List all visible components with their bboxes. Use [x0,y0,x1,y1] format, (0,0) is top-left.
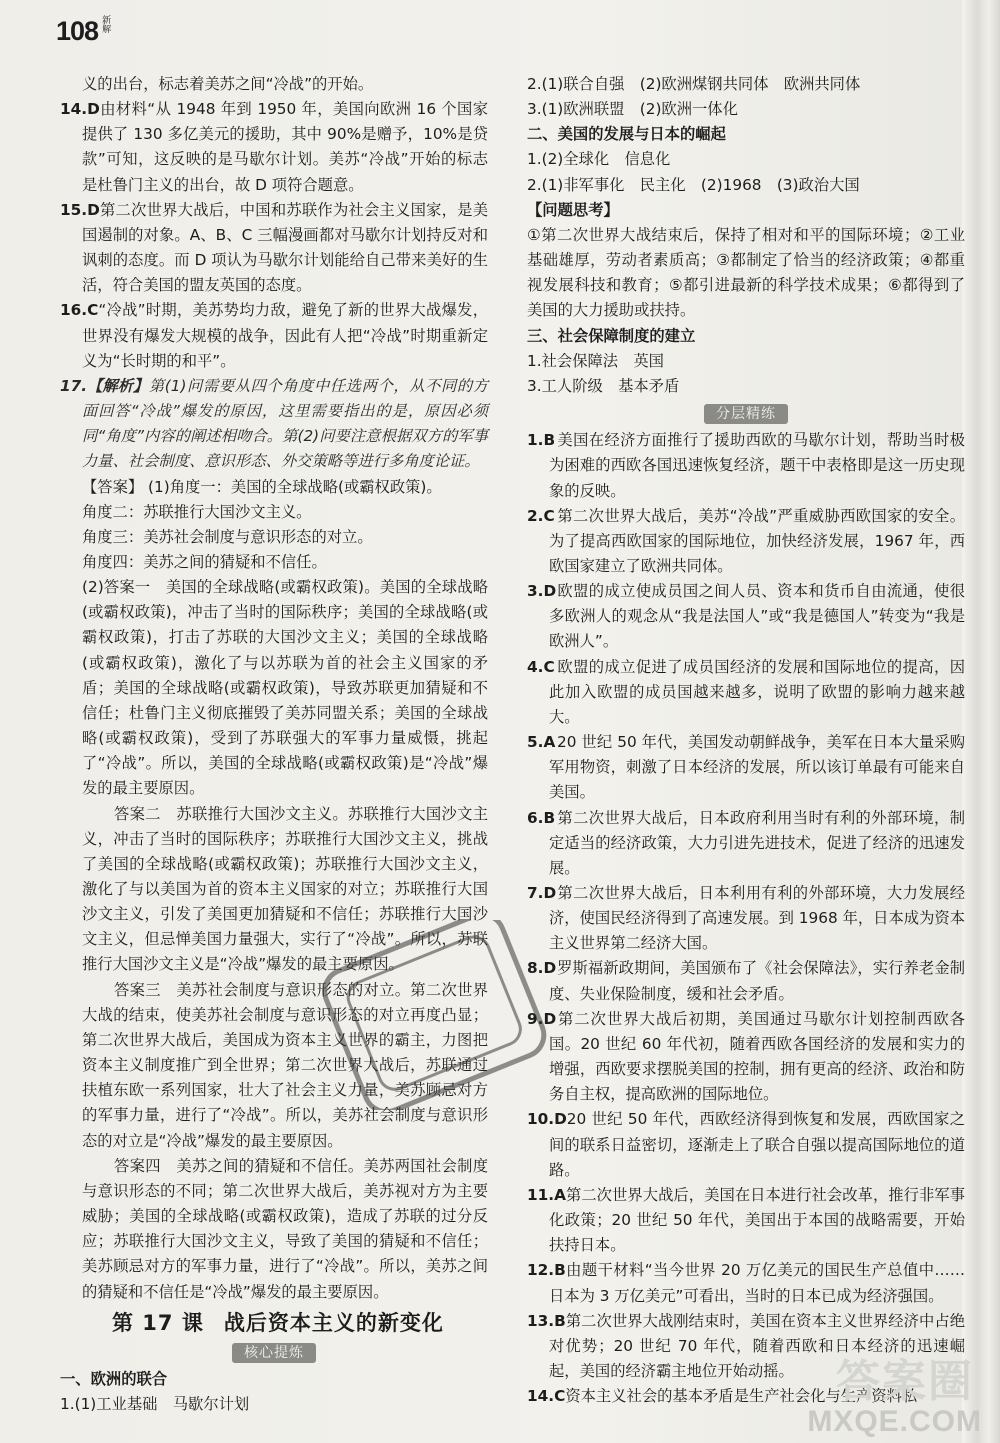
line-text: 角度四：美苏之间的猜疑和不信任。 [82,552,327,571]
core-summary-tag: 核心提炼 [232,1343,316,1363]
watermark-url: MXQE.COM [807,1405,982,1438]
text-line [60,97,488,198]
line-text: 角度二：苏联推行大国沙文主义。 [82,502,312,521]
left-answer-list [60,72,488,1305]
text-line [60,550,488,575]
answer-number: 9.D [527,1009,557,1028]
lesson-number: 第 17 课 [112,1310,204,1335]
answer-text: 第二次世界大战后，美国在日本进行社会改革，推行非军事化政策；20 世纪 50 年代，美国出于本国的战略需要，开始扶持日本。 [549,1185,965,1255]
lesson-heading [112,1311,488,1336]
line-text: 第二次世界大战后，中国和苏联作为社会主义国家，是美国遏制的对象。A、B、C 三幅漫画都对马歇尔计划持反对和讽刺的态度。而 D 项认为马歇尔计划能给自己带来美好的生活，符合美国的盟友英国的态度。 [82,200,488,295]
line-text: 1.社会保障法 英国 [527,351,664,370]
text-line [527,97,965,122]
left-column [60,72,488,1417]
answer-text: 20 世纪 50 年代，美国发动朝鲜战争，美军在日本大量采购军用物资，刺激了日本经济的发展，所以该订单最有可能来自美国。 [549,733,965,802]
page-number: 108 新解 [56,15,111,46]
answer-number: 1.B [527,431,556,450]
text-line [60,500,488,525]
answer-item [527,1107,965,1182]
line-text: 3.工人阶级 基本矛盾 [527,376,680,395]
line-text: 由材料“从 1948 年到 1950 年，美国向欧洲 16 个国家提供了 130 多亿美元的援助，其中 90%是赠予，10%是贷款”可知，这反映的是马歇尔计划。美苏“冷战”开始的标志是杜鲁门主义的出台，故 D 项符合题意。 [82,100,488,194]
answer-number: 7.D [527,884,557,902]
text-line [527,223,965,324]
line-text: 角度三：美苏社会制度与意识形态的对立。 [82,527,373,546]
answer-text: 第二次世界大战后，日本政府利用当时有利的外部环境，制定适当的经济政策，大力引进先进技术，促进了经济的迅速发展。 [549,808,965,877]
line-text: 二、美国的发展与日本的崛起 [527,125,726,144]
lesson-title: 战后资本主义的新变化 [223,1310,444,1335]
line-text: 2.(1)联合自强 (2)欧洲煤钢共同体 欧洲共同体 [527,75,861,93]
answer-item [527,504,965,579]
page-edge [962,0,1000,1443]
text-line [60,978,488,1154]
answer-number: 2.C [527,506,555,525]
text-line [60,525,488,550]
practice-answer-list [527,428,965,1409]
answer-item [527,428,965,503]
line-text: 1.(1)工业基础 马歇尔计划 [60,1395,250,1414]
text-line [60,802,488,978]
answer-item [527,1183,965,1258]
text-line [60,1392,488,1417]
answer-number: 16.C [60,301,99,320]
answer-text: 欧盟的成立使成员国之间人员、资本和货币自由流通，使很多欧洲人的观念从“我是法国人”或“我是德国人”转变为“我是欧洲人”。 [549,582,965,651]
text-line [60,198,488,299]
page-number-note: 新解 [102,15,111,34]
answer-number: 8.D [527,959,557,978]
answer-text: 由题干材料“当今世界 20 万亿美元的国民生产总值中……日本为 3 万亿美元”可看出，当时的日本已成为经济强国。 [549,1261,965,1305]
answer-text: 20 世纪 50 年代，西欧经济得到恢复和发展，西欧国家之间的联系日益密切，逐渐走上了联合自强以提高国际地位的道路。 [549,1110,965,1179]
answer-number: 14.C [527,1387,566,1406]
text-line [60,72,488,97]
text-line [527,173,965,198]
answer-number: 5.A [527,733,556,752]
answer-number: 14.D [60,100,100,119]
core-summary-list [60,1367,488,1417]
line-text: 1.(2)全球化 信息化 [527,150,671,169]
answer-text: 资本主义社会的基本矛盾是生产社会化与生产资料私 [565,1387,918,1406]
text-line [527,349,965,374]
answer-number: 13.B [527,1311,566,1330]
practice-tag: 分层精练 [704,404,788,424]
answer-item [527,956,965,1006]
line-text: 答案三 美苏社会制度与意识形态的对立。第二次世界大战的结束，使美苏社会制度与意识形态的对立再度凸显；第二次世界大战后，美国成为资本主义世界的霸主，力图把资本主义制度推广到全世界；第二次世界大战后，苏联通过扶植东欧一系列国家，壮大了社会主义力量，美苏顾忌对方的军事力量，进行了“冷战”。所以，美苏社会制度与意识形态的对立是“冷战”爆发的最主要原因。 [82,980,488,1150]
answer-item [527,730,965,805]
line-text: 答案二 苏联推行大国沙文主义。苏联推行大国沙文主义，冲击了当时的国际秩序；苏联推行大国沙文主义，挑战了美国的全球战略(或霸权政策)；苏联推行大国沙文主义，激化了与以美国为首的资本主义国家的对立；苏联推行大国沙文主义，引发了美国更加猜疑和不信任；苏联推行大国沙文主义，但忌惮美国力量强大，实行了“冷战”。所以，苏联推行大国沙文主义是“冷战”爆发的最主要原因。 [82,804,488,974]
answer-number: 11.A [527,1185,566,1204]
answer-number: 17.【解析】 [60,376,149,395]
answer-text: 欧盟的成立促进了成员国经济的发展和国际地位的提高，因此加入欧盟的成员国越来越多，说明了欧盟的影响力越来越大。 [549,657,965,726]
line-text: 一、欧洲的联合 [60,1369,168,1388]
answer-item [527,655,965,730]
right-column [527,72,965,1409]
site-watermark [752,1356,982,1439]
line-text: 义的出台，标志着美苏之间“冷战”的开始。 [82,75,374,93]
answer-number: 10.D [527,1110,567,1129]
text-line [60,298,488,373]
line-text: 第(1)问需要从四个角度中任选两个，从不同的方面回答“冷战”爆发的原因，这里需要指出的是，原因必须同“角度”内容的阐述相吻合。第(2)问要注意根据双方的军事力量、社会制度、意识形态、外交策略等进行多角度论证。 [82,376,488,471]
line-text: 3.(1)欧洲联盟 (2)欧洲一体化 [527,100,738,119]
line-text: 2.(1)非军事化 民主化 (2)1968 (3)政治大国 [527,175,860,194]
text-line [527,198,965,223]
text-line [527,122,965,147]
line-text: “冷战”时期，美苏势均力敌，避免了新的世界大战爆发，世界没有爆发大规模的战争，因此有人把“冷战”时期重新定义为“长时期的和平”。 [82,301,488,370]
line-text: (2)答案一 美国的全球战略(或霸权政策)。美国的全球战略(或霸权政策)，冲击了当时的国际秩序；美国的全球战略(或霸权政策)，打击了苏联的大国沙文主义；美国的全球战略(或霸权政策)，激化了与以苏联为首的社会主义国家的矛盾；美国的全球战略(或霸权政策)，导致苏联更加猜疑和不信任；杜鲁门主义彻底摧毁了美苏同盟关系；美国的全球战略(或霸权政策)，受到了苏联强大的军事力量威慑，挑起了“冷战”。所以，美国的全球战略(或霸权政策)是“冷战”爆发的最主要原因。 [82,578,488,798]
answer-text: 第二次世界大战后，美苏“冷战”严重威胁西欧国家的安全。为了提高西欧国家的国际地位，加快经济发展，1967 年，西欧国家建立了欧洲共同体。 [549,506,965,575]
answer-text: 第二次世界大战后，日本利用有利的外部环境，大力发展经济，使国民经济得到了高速发展。到 1968 年，日本成为资本主义世界第二经济大国。 [549,884,965,953]
answer-text: 罗斯福新政期间，美国颁布了《社会保障法》，实行养老金制度、失业保险制度，缓和社会矛盾。 [549,959,965,1003]
answer-number: 12.B [527,1261,566,1280]
text-line [60,475,488,500]
core-summary-continued [527,72,965,399]
text-line [527,72,965,97]
line-text: 【问题思考】 [527,200,619,219]
text-line [527,147,965,172]
line-text: 【答案】 (1)角度一：美国的全球战略(或霸权政策)。 [82,477,442,496]
answer-number: 4.C [527,657,555,676]
text-line [527,324,965,349]
answer-item [527,806,965,881]
line-text: 答案四 美苏之间的猜疑和不信任。美苏两国社会制度与意识形态的不同；第二次世界大战后，美苏视对方为主要威胁；美国的全球战略(或霸权政策)，造成了苏联的过分反应；苏联推行大国沙文主义，导致了美国的猜疑和不信任；美苏顾忌对方的军事力量，进行了“冷战”。所以，美苏之间的猜疑和不信任是“冷战”爆发的最主要原因。 [82,1156,488,1301]
text-line [60,1367,488,1392]
answer-item [527,881,965,956]
answer-number: 3.D [527,582,557,601]
answer-item [527,1007,965,1108]
answer-text: 第二次世界大战刚结束时，美国在资本主义世界经济中占绝对优势；20 世纪 70 年代，随着西欧和日本经济的迅速崛起，美国的经济霸主地位开始动摇。 [549,1311,965,1380]
text-line [60,1154,488,1305]
text-line [60,374,488,475]
answer-number: 15.D [60,200,100,219]
answer-text: 美国在经济方面推行了援助西欧的马歇尔计划，帮助当时极为困难的西欧各国迅速恢复经济，题干中表格即是这一历史现象的反映。 [549,431,965,500]
answer-text: 第二次世界大战后初期，美国通过马歇尔计划控制西欧各国。20 世纪 60 年代初，随着西欧各国经济的发展和实力的增强，西欧要求摆脱美国的控制，拥有更高的经济、政治和防务自主权，提高欧洲的国际地位。 [549,1009,965,1104]
answer-item [527,1258,965,1308]
watermark-logo-text: 答案圈 [836,1356,974,1407]
text-line [527,374,965,399]
line-text: 三、社会保障制度的建立 [527,326,696,345]
line-text: ①第二次世界大战结束后，保持了相对和平的国际环境；②工业基础雄厚，劳动者素质高；③都制定了恰当的经济政策；④都重视发展科技和教育；⑤都引进最新的科学技术成果；⑥都得到了美国的大力援助或扶持。 [527,225,965,320]
answer-number: 6.B [527,808,556,827]
text-line [60,575,488,801]
answer-item [527,579,965,654]
